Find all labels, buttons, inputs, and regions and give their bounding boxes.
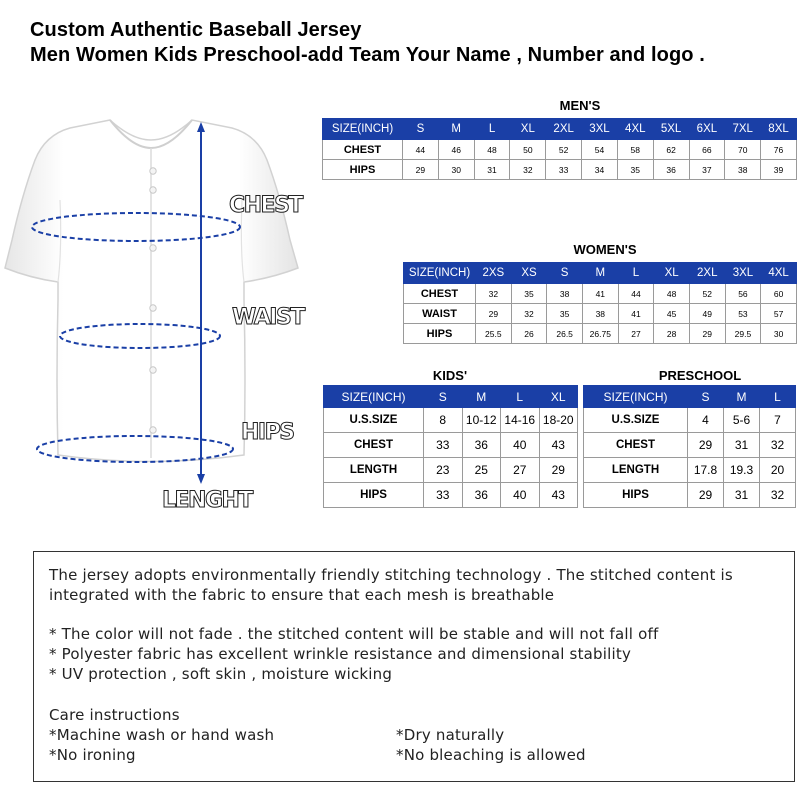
size-value-cell: 25.5 xyxy=(476,324,512,344)
size-header-cell: S xyxy=(403,119,439,140)
size-value-cell: 32 xyxy=(511,304,547,324)
feature-bullet: * UV protection , soft skin , moisture wicking xyxy=(49,665,393,683)
size-header-cell: M xyxy=(438,119,474,140)
size-value-cell: 57 xyxy=(761,304,797,324)
size-header-cell: M xyxy=(724,386,760,408)
size-header-cell: L xyxy=(760,386,796,408)
size-header-cell: S xyxy=(688,386,724,408)
care-item: *No ironing xyxy=(49,746,136,764)
size-value-cell: 36 xyxy=(653,160,689,180)
size-value-cell: 56 xyxy=(725,284,761,304)
measurement-label-cell: HIPS xyxy=(323,160,403,180)
size-value-cell: 35 xyxy=(617,160,653,180)
size-value-cell: 33 xyxy=(424,433,463,458)
feature-bullet: * Polyester fabric has excellent wrinkle resistance and dimensional stability xyxy=(49,645,632,663)
page-title: Custom Authentic Baseball Jersey xyxy=(30,19,362,41)
size-header-cell: XL xyxy=(654,263,690,284)
size-header-cell: XL xyxy=(539,386,578,408)
size-value-cell: 29 xyxy=(403,160,439,180)
intro-text-line-2: integrated with the fabric to ensure that each mesh is breathable xyxy=(49,586,555,604)
size-value-cell: 26 xyxy=(511,324,547,344)
table-row xyxy=(404,324,797,344)
feature-bullet: * The color will not fade . the stitched content will be stable and will not fall off xyxy=(49,625,659,643)
table-row xyxy=(324,483,578,508)
women-table-title: WOMEN'S xyxy=(573,242,637,257)
size-header-cell: L xyxy=(474,119,510,140)
size-value-cell: 23 xyxy=(424,458,463,483)
size-value-cell: 10-12 xyxy=(462,408,501,433)
size-value-cell: 33 xyxy=(546,160,582,180)
intro-text-line-1: The jersey adopts environmentally friendly stitching technology . The stitched content is xyxy=(49,566,733,584)
size-header-cell: XL xyxy=(510,119,546,140)
size-header-cell: XS xyxy=(511,263,547,284)
measurement-label-cell: U.S.SIZE xyxy=(324,408,424,433)
size-value-cell: 38 xyxy=(582,304,618,324)
table-row xyxy=(323,140,797,160)
kids-table-title: KIDS' xyxy=(432,368,468,383)
measurement-label-cell: LENGTH xyxy=(324,458,424,483)
table-row xyxy=(404,284,797,304)
size-value-cell: 29 xyxy=(688,483,724,508)
size-value-cell: 29 xyxy=(688,433,724,458)
waist-measure-label: WAIST xyxy=(232,305,304,330)
size-value-cell: 54 xyxy=(582,140,618,160)
page-subtitle: Men Women Kids Preschool-add Team Your Name , Number and logo . xyxy=(30,44,705,66)
size-value-cell: 48 xyxy=(474,140,510,160)
size-value-cell: 66 xyxy=(689,140,725,160)
size-value-cell: 31 xyxy=(474,160,510,180)
size-value-cell: 14-16 xyxy=(501,408,540,433)
care-instructions-title: Care instructions xyxy=(49,706,180,724)
size-header-cell: 3XL xyxy=(582,119,618,140)
table-row xyxy=(584,408,796,433)
size-value-cell: 44 xyxy=(618,284,654,304)
size-value-cell: 60 xyxy=(761,284,797,304)
size-value-cell: 35 xyxy=(547,304,583,324)
size-value-cell: 32 xyxy=(476,284,512,304)
size-value-cell: 31 xyxy=(724,433,760,458)
size-header-cell: 4XL xyxy=(761,263,797,284)
size-value-cell: 31 xyxy=(724,483,760,508)
size-value-cell: 70 xyxy=(725,140,761,160)
size-value-cell: 38 xyxy=(725,160,761,180)
size-value-cell: 33 xyxy=(424,483,463,508)
size-value-cell: 27 xyxy=(618,324,654,344)
care-item: *Machine wash or hand wash xyxy=(49,726,275,744)
care-item: *No bleaching is allowed xyxy=(396,746,586,764)
size-header-cell: 5XL xyxy=(653,119,689,140)
size-value-cell: 46 xyxy=(438,140,474,160)
size-value-cell: 17.8 xyxy=(688,458,724,483)
size-value-cell: 28 xyxy=(654,324,690,344)
women-size-table xyxy=(403,262,797,344)
size-value-cell: 34 xyxy=(582,160,618,180)
size-value-cell: 32 xyxy=(760,483,796,508)
size-value-cell: 52 xyxy=(689,284,725,304)
size-value-cell: 76 xyxy=(761,140,797,160)
size-header-cell: 2XL xyxy=(546,119,582,140)
size-value-cell: 52 xyxy=(546,140,582,160)
size-unit-header: SIZE(INCH) xyxy=(584,386,688,408)
size-header-cell: 2XL xyxy=(689,263,725,284)
size-value-cell: 37 xyxy=(689,160,725,180)
table-row xyxy=(584,433,796,458)
size-value-cell: 20 xyxy=(760,458,796,483)
size-value-cell: 36 xyxy=(462,433,501,458)
size-value-cell: 30 xyxy=(438,160,474,180)
measurement-label-cell: CHEST xyxy=(324,433,424,458)
size-value-cell: 62 xyxy=(653,140,689,160)
size-header-cell: L xyxy=(501,386,540,408)
size-value-cell: 29 xyxy=(476,304,512,324)
table-row xyxy=(323,160,797,180)
size-value-cell: 58 xyxy=(617,140,653,160)
measurement-label-cell: HIPS xyxy=(404,324,476,344)
table-row xyxy=(404,304,797,324)
preschool-size-table xyxy=(583,385,796,508)
size-value-cell: 7 xyxy=(760,408,796,433)
size-value-cell: 41 xyxy=(582,284,618,304)
size-value-cell: 18-20 xyxy=(539,408,578,433)
size-header-cell: 2XS xyxy=(476,263,512,284)
size-unit-header: SIZE(INCH) xyxy=(323,119,403,140)
size-unit-header: SIZE(INCH) xyxy=(404,263,476,284)
table-row xyxy=(324,458,578,483)
measurement-label-cell: LENGTH xyxy=(584,458,688,483)
size-value-cell: 32 xyxy=(760,433,796,458)
size-header-cell: 4XL xyxy=(617,119,653,140)
size-value-cell: 19.3 xyxy=(724,458,760,483)
size-value-cell: 29 xyxy=(539,458,578,483)
measurement-label-cell: HIPS xyxy=(324,483,424,508)
size-value-cell: 50 xyxy=(510,140,546,160)
size-value-cell: 40 xyxy=(501,483,540,508)
size-value-cell: 4 xyxy=(688,408,724,433)
care-item: *Dry naturally xyxy=(396,726,505,744)
chest-measure-label: CHEST xyxy=(229,193,302,218)
size-value-cell: 41 xyxy=(618,304,654,324)
table-header-row xyxy=(584,386,796,408)
measurement-label-cell: HIPS xyxy=(584,483,688,508)
size-value-cell: 45 xyxy=(654,304,690,324)
kids-size-table xyxy=(323,385,578,508)
table-row xyxy=(584,483,796,508)
measurement-label-cell: CHEST xyxy=(323,140,403,160)
size-value-cell: 26.5 xyxy=(547,324,583,344)
size-unit-header: SIZE(INCH) xyxy=(324,386,424,408)
men-table-title: MEN'S xyxy=(559,98,601,113)
size-header-cell: S xyxy=(547,263,583,284)
measurement-label-cell: CHEST xyxy=(404,284,476,304)
size-value-cell: 44 xyxy=(403,140,439,160)
table-row xyxy=(584,458,796,483)
size-header-cell: 3XL xyxy=(725,263,761,284)
size-value-cell: 29.5 xyxy=(725,324,761,344)
size-value-cell: 26.75 xyxy=(582,324,618,344)
size-value-cell: 40 xyxy=(501,433,540,458)
size-value-cell: 32 xyxy=(510,160,546,180)
size-header-cell: S xyxy=(424,386,463,408)
hips-measure-label: HIPS xyxy=(241,420,294,445)
men-size-table xyxy=(322,118,797,180)
size-value-cell: 39 xyxy=(761,160,797,180)
size-value-cell: 48 xyxy=(654,284,690,304)
size-header-cell: 6XL xyxy=(689,119,725,140)
size-value-cell: 25 xyxy=(462,458,501,483)
size-value-cell: 53 xyxy=(725,304,761,324)
size-value-cell: 8 xyxy=(424,408,463,433)
size-value-cell: 35 xyxy=(511,284,547,304)
size-header-cell: M xyxy=(582,263,618,284)
table-row xyxy=(324,408,578,433)
size-value-cell: 30 xyxy=(761,324,797,344)
product-info-box xyxy=(33,551,795,782)
size-header-cell: M xyxy=(462,386,501,408)
size-value-cell: 29 xyxy=(689,324,725,344)
size-header-cell: 8XL xyxy=(761,119,797,140)
preschool-table-title: PRESCHOOL xyxy=(658,368,742,383)
size-value-cell: 43 xyxy=(539,433,578,458)
measurement-label-cell: U.S.SIZE xyxy=(584,408,688,433)
size-value-cell: 27 xyxy=(501,458,540,483)
size-value-cell: 5-6 xyxy=(724,408,760,433)
table-row xyxy=(324,433,578,458)
length-measure-label: LENGHT xyxy=(162,488,252,513)
table-header-row xyxy=(404,263,797,284)
measurement-label-cell: CHEST xyxy=(584,433,688,458)
table-header-row xyxy=(324,386,578,408)
size-value-cell: 49 xyxy=(689,304,725,324)
table-header-row xyxy=(323,119,797,140)
size-value-cell: 36 xyxy=(462,483,501,508)
size-header-cell: 7XL xyxy=(725,119,761,140)
size-value-cell: 38 xyxy=(547,284,583,304)
measurement-label-cell: WAIST xyxy=(404,304,476,324)
size-header-cell: L xyxy=(618,263,654,284)
size-value-cell: 43 xyxy=(539,483,578,508)
